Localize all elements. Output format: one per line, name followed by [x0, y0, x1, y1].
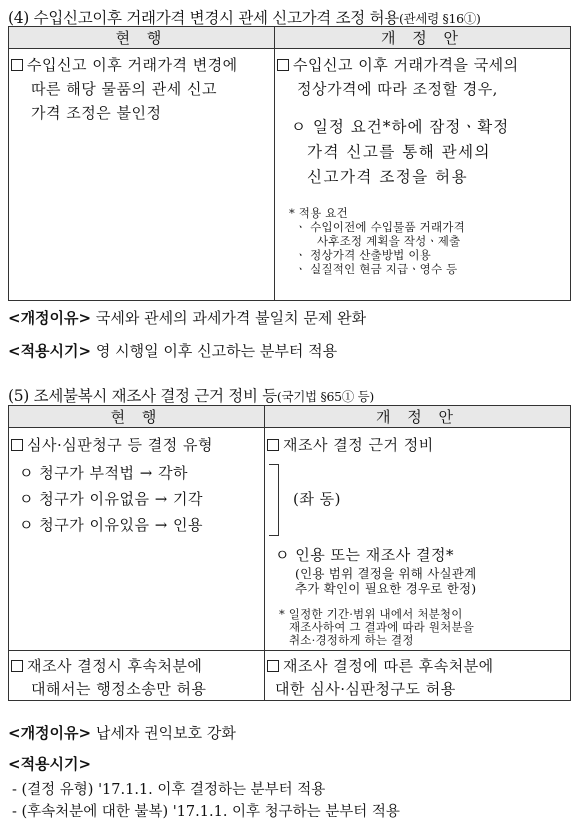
- proposal-row2-line1: 재조사 결정에 따른 후속처분에: [267, 655, 494, 676]
- section5-current-cell: [9, 428, 265, 651]
- proposal-head: 재조사 결정 근거 정비: [267, 434, 434, 455]
- current-item-3: ㅇ 청구가 이유있음 → 인용: [19, 516, 204, 534]
- section5-timing-label: <적용시기>: [8, 755, 92, 773]
- section5-current-row2: [9, 651, 265, 701]
- section4-timing: <적용시기> 영 시행일 이후 신고하는 분부터 적용: [8, 342, 338, 360]
- same-bracket: [269, 464, 279, 536]
- proposal-sub-3: 신고가격 조정을 허용: [307, 168, 469, 186]
- section4-heading: [8, 6, 481, 28]
- proposal-line-1: 수입신고 이후 거래가격을 국세의: [277, 54, 519, 75]
- section5-heading-ref: (국기법 §65① 등): [276, 389, 374, 404]
- proposal-paren-2: 추가 확인이 필요한 경우로 한정): [295, 581, 477, 596]
- proposal-sub-2: 가격 신고를 통해 관세의: [307, 143, 492, 161]
- section4-current-cell: [9, 49, 275, 301]
- checkbox-icon: [277, 59, 289, 71]
- proposal-item: ㅇ 인용 또는 재조사 결정*: [275, 546, 454, 564]
- proposal-row2-line2: 대한 심사·심판청구도 허용: [275, 680, 456, 698]
- current-item-1: ㅇ 청구가 부적법 → 각하: [19, 464, 189, 482]
- section5-reason: <개정이유> 납세자 권익보호 강화: [8, 724, 236, 742]
- section4-heading-text: (4) 수입신고이후 거래가격 변경시 관세 신고가격 조정 허용: [8, 9, 399, 27]
- section4-heading-ref: (관세령 §16①): [398, 11, 481, 26]
- section5-timing-item-2: - (후속처분에 대한 불복) '17.1.1. 이후 청구하는 분부터 적용: [12, 804, 400, 820]
- checkbox-icon: [11, 660, 23, 672]
- proposal-note-2: 재조사하여 그 결과에 따라 원처분을: [289, 620, 475, 634]
- checkbox-icon: [11, 439, 23, 451]
- proposal-paren-1: (인용 범위 결정을 위해 사실관계: [295, 566, 477, 581]
- checkbox-icon: [267, 660, 279, 672]
- proposal-note-3: 취소·경정하게 하는 결정: [289, 633, 414, 647]
- section5-timing-item-1: - (결정 유형) '17.1.1. 이후 결정하는 분부터 적용: [12, 782, 326, 798]
- proposal-line-2: 정상가격에 따라 조정할 경우,: [297, 80, 498, 98]
- note-title: * 적용 요건: [289, 206, 348, 220]
- current-item-2: ㅇ 청구가 이유없음 → 기각: [19, 490, 204, 508]
- section4-table: [8, 26, 571, 301]
- section5-proposal-row2: [265, 651, 571, 701]
- note-item-4: ㆍ 실질적인 현금 지급ㆍ영수 등: [295, 262, 458, 276]
- current-line-2: 따른 해당 물품의 관세 신고: [31, 80, 217, 98]
- note-item-3: ㆍ 정상가격 산출방법 이용: [295, 248, 431, 262]
- proposal-same: (좌 동): [293, 490, 341, 508]
- section4-reason: <개정이유> 국세와 관세의 과세가격 불일치 문제 완화: [8, 309, 367, 327]
- proposal-note-1: * 일정한 기간·범위 내에서 처분청이: [279, 607, 463, 621]
- col-proposal-header: 개 정 안: [265, 406, 571, 428]
- current-row2-line2: 대해서는 행정소송만 허용: [31, 680, 207, 698]
- note-item-1: ㆍ 수입이전에 수입물품 거래가격: [295, 220, 465, 234]
- current-line-1: 수입신고 이후 거래가격 변경에: [11, 54, 238, 75]
- note-item-2: 사후조정 계획을 작성ㆍ제출: [317, 234, 461, 248]
- col-proposal-header: 개 정 안: [275, 27, 571, 49]
- section5-heading: [8, 384, 374, 406]
- checkbox-icon: [267, 439, 279, 451]
- section4-proposal-cell: [275, 49, 571, 301]
- checkbox-icon: [11, 59, 23, 71]
- section5-proposal-cell: [265, 428, 571, 651]
- current-line-3: 가격 조정은 불인정: [31, 104, 162, 122]
- section5-heading-text: (5) 조세불복시 재조사 결정 근거 정비 등: [8, 387, 277, 405]
- current-row2-line1: 재조사 결정시 후속처분에: [11, 655, 202, 676]
- col-current-header: 현 행: [9, 27, 275, 49]
- section5-table: [8, 405, 571, 701]
- proposal-sub-1: ㅇ 일정 요건*하에 잠정ㆍ확정: [291, 118, 510, 136]
- current-head: 심사·심판청구 등 결정 유형: [11, 434, 213, 455]
- col-current-header: 현 행: [9, 406, 265, 428]
